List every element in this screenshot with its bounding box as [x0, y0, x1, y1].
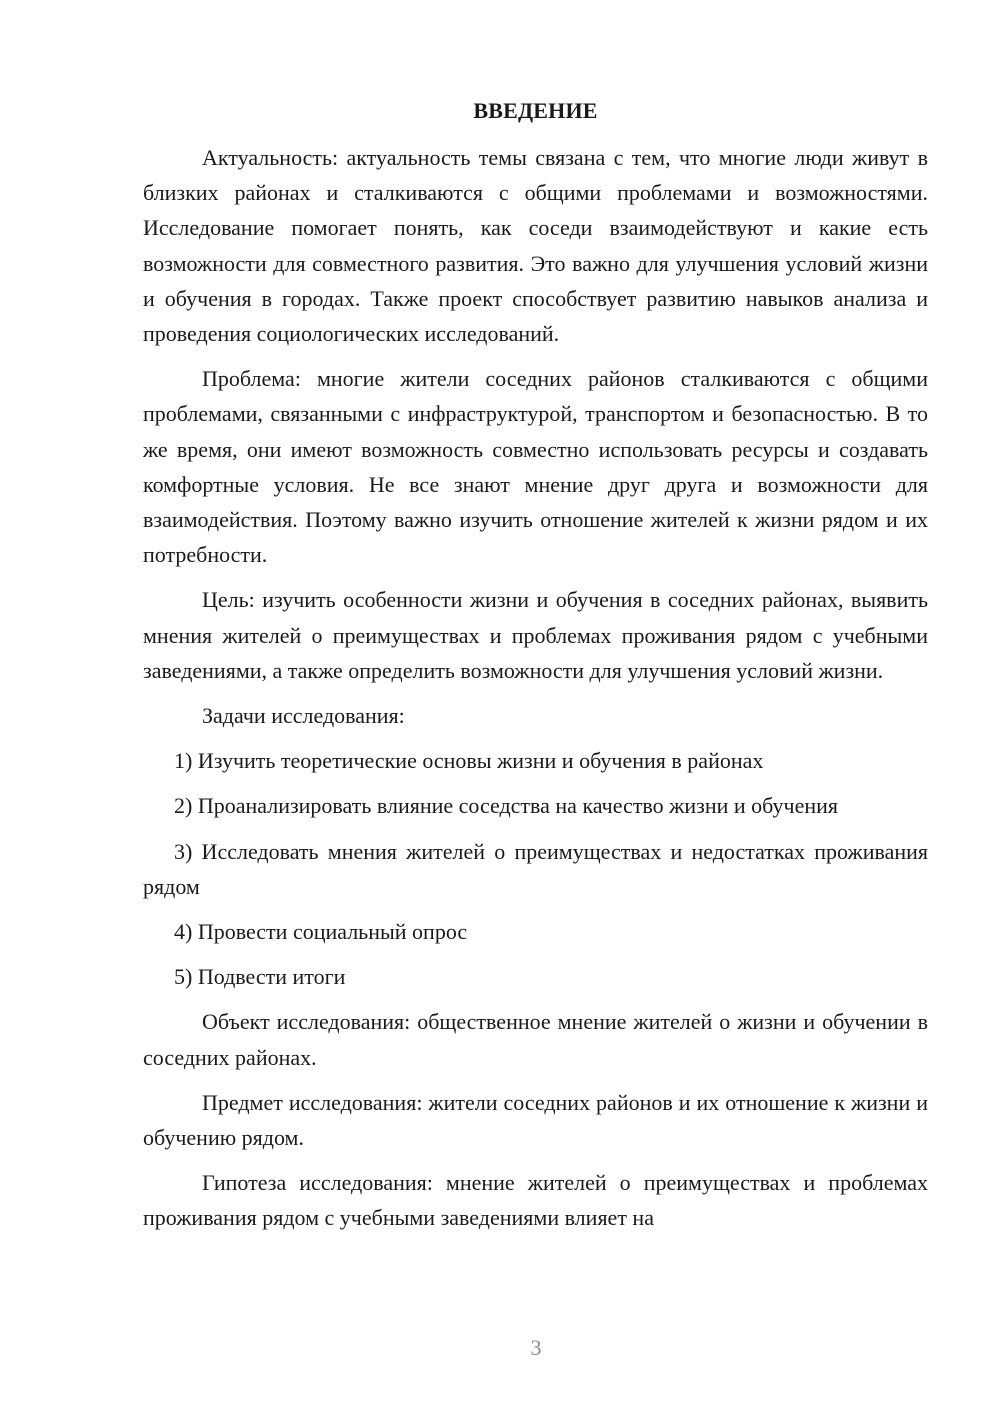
paragraph-relevance: Актуальность: актуальность темы связана с тем, что многие люди живут в близких районах и сталкиваются с общими проблемами и возможностями. Исследование помогает понять, как соседи взаимодействуют и какие есть возможности для совместного развития. Это важно для улучшения условий жизни и обучения в городах. Также проект способствует развитию навыков анализа и проведения социологических исследований.: [143, 145, 928, 347]
paragraph-goal: Цель: изучить особенности жизни и обучения в соседних районах, выявить мнения жителей о преимуществах и проблемах проживания рядом с учебными заведениями, а также определить возможности для улучшения условий жизни.: [143, 587, 928, 683]
paragraph-subject: Предмет исследования: жители соседних районов и их отношение к жизни и обучению рядом.: [143, 1089, 928, 1151]
section-heading: ВВЕДЕНИЕ: [473, 98, 598, 123]
task-item-4: 4) Провести социальный опрос: [174, 919, 468, 945]
paragraph-tasks-intro: Задачи исследования:: [202, 703, 405, 729]
paragraph-problem: Проблема: многие жители соседних районов сталкиваются с общими проблемами, связанными с инфраструктурой, транспортом и безопасностью. В то же время, они имеют возможность совместно использовать ресурсы и создавать комфортные условия. Не все знают мнение друг друга и возможности для взаимодействия. Поэтому важно изучить отношение жителей к жизни рядом и их потребности.: [143, 366, 928, 568]
page-number: 3: [530, 1335, 542, 1360]
paragraph-object: Объект исследования: общественное мнение жителей о жизни и обучении в соседних районах.: [143, 1009, 928, 1070]
task-item-5: 5) Подвести итоги: [174, 964, 346, 990]
task-item-2: 2) Проанализировать влияние соседства на качество жизни и обучения: [174, 793, 839, 819]
task-item-3: 3) Исследовать мнения жителей о преимуществах и недостатках проживания рядом: [143, 838, 928, 899]
document-body: [143, 140, 928, 1246]
task-item-1: 1) Изучить теоретические основы жизни и обучения в районах: [174, 748, 764, 774]
paragraph-hypothesis: Гипотеза исследования: мнение жителей о преимуществах и проблемах проживания рядом с учебными заведениями влияет на: [143, 1170, 928, 1231]
